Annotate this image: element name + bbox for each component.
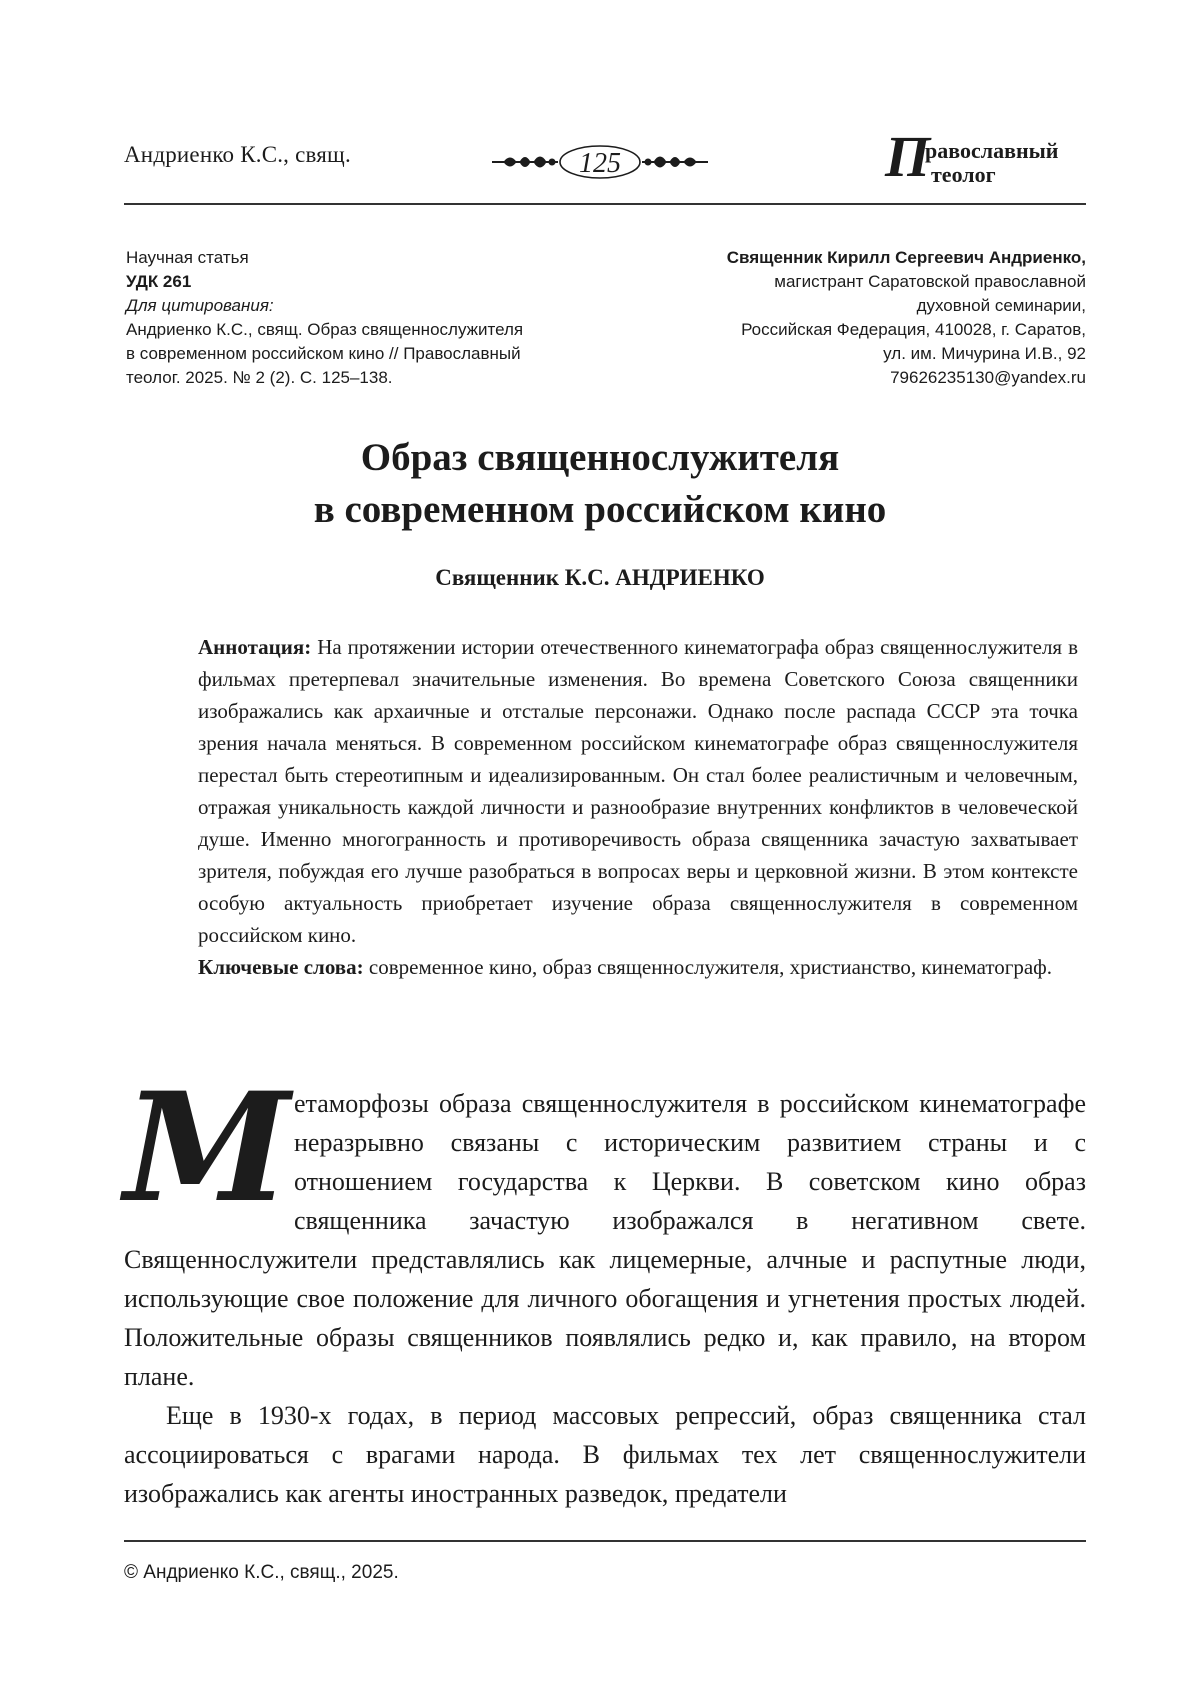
author-affiliation: духовной семинарии, — [916, 296, 1086, 315]
citation-line: Андриенко К.С., свящ. Образ священнослужителя — [126, 320, 524, 339]
keywords-text: современное кино, образ священнослужителя, христианство, кинематограф. — [368, 955, 1053, 979]
title-line: Образ священнослужителя — [360, 436, 840, 479]
copyright: © Андриенко К.С., свящ., 2025. — [124, 1562, 399, 1583]
page-number: 125 — [579, 148, 621, 179]
body-paragraph: етаморфозы образа священнослужителя в российском кинематографе неразрывно связаны с историческим развитием страны и с отношением государства к Церкви. В советском кино образ священника зачастую изображался в негативном свете. Священнослужители представлялись как лицемерные, алчные и распутные люди, использующие свое положение для личного обогащения и угнетения простых людей. Положительные образы священников появлялись редко и, как правило, на втором плане. — [124, 1089, 1086, 1391]
udk-code: УДК 261 — [126, 272, 192, 291]
article-body — [124, 1084, 1086, 1513]
keywords-paragraph — [198, 951, 1078, 983]
running-author: Андриенко К.С., свящ. — [124, 142, 351, 167]
citation-line: теолог. 2025. № 2 (2). С. 125–138. — [126, 368, 393, 387]
author-address: ул. им. Мичурина И.В., 92 — [883, 344, 1086, 363]
abstract — [198, 631, 1078, 983]
abstract-paragraph — [198, 631, 1078, 951]
author-email[interactable]: 79626235130@yandex.ru — [890, 368, 1086, 387]
abstract-label: Аннотация: — [198, 635, 312, 659]
abstract-text: На протяжении истории отечественного кинематографа образ священнослужителя в фильмах претерпевал значительные изменения. Во времена Советского Союза священники изображались как архаичные и отсталые персонажи. Однако после распада СССР эта точка зрения начала меняться. В современном российском кинематографе образ священнослужителя перестал быть стереотипным и идеализированным. Он стал более реалистичным и человечным, отражая уникальность каждой личности и разнообразие внутренних конфликтов в человеческой душе. Именно многогранность и противоречивость образа священника зачастую захватывает зрителя, побуждая его лучше разобраться в вопросах веры и церковной жизни. В этом контексте особую актуальность приобретает изучение образа священнослужителя в современном российском кино. — [198, 635, 1078, 947]
author-affiliation: магистрант Саратовской православной — [774, 272, 1086, 291]
article-type: Научная статья — [126, 248, 249, 267]
journal-logo-line2: теолог — [931, 162, 996, 187]
footer-divider — [124, 1540, 1086, 1542]
body-paragraph: Еще в 1930-х годах, в период массовых репрессий, образ священника стал ассоциироваться с врагами народа. В фильмах тех лет священнослужители изображались как агенты иностранных разведок, предатели — [124, 1401, 1086, 1508]
journal-logo-letter: П — [885, 124, 931, 189]
left-flourish-icon — [492, 157, 558, 167]
keywords-label: Ключевые слова: — [198, 955, 364, 979]
title-byline: Священник К.С. АНДРИЕНКО — [435, 565, 765, 590]
journal-logo-line1: равославный — [925, 138, 1059, 163]
author-address: Российская Федерация, 410028, г. Саратов, — [741, 320, 1086, 339]
right-flourish-icon — [642, 157, 708, 167]
article-meta — [126, 246, 596, 390]
article-title — [0, 432, 1200, 536]
title-line: в современном российском кино — [313, 488, 887, 531]
drop-cap-letter: М — [124, 1060, 291, 1236]
header-divider — [124, 203, 1086, 205]
journal-logo — [885, 124, 1085, 192]
author-info — [640, 246, 1086, 390]
cite-label: Для цитирования: — [126, 296, 274, 315]
page-number-ornament — [490, 140, 710, 184]
citation-line: в современном российском кино // Православный — [126, 344, 521, 363]
author-name: Священник Кирилл Сергеевич Андриенко, — [726, 248, 1086, 267]
